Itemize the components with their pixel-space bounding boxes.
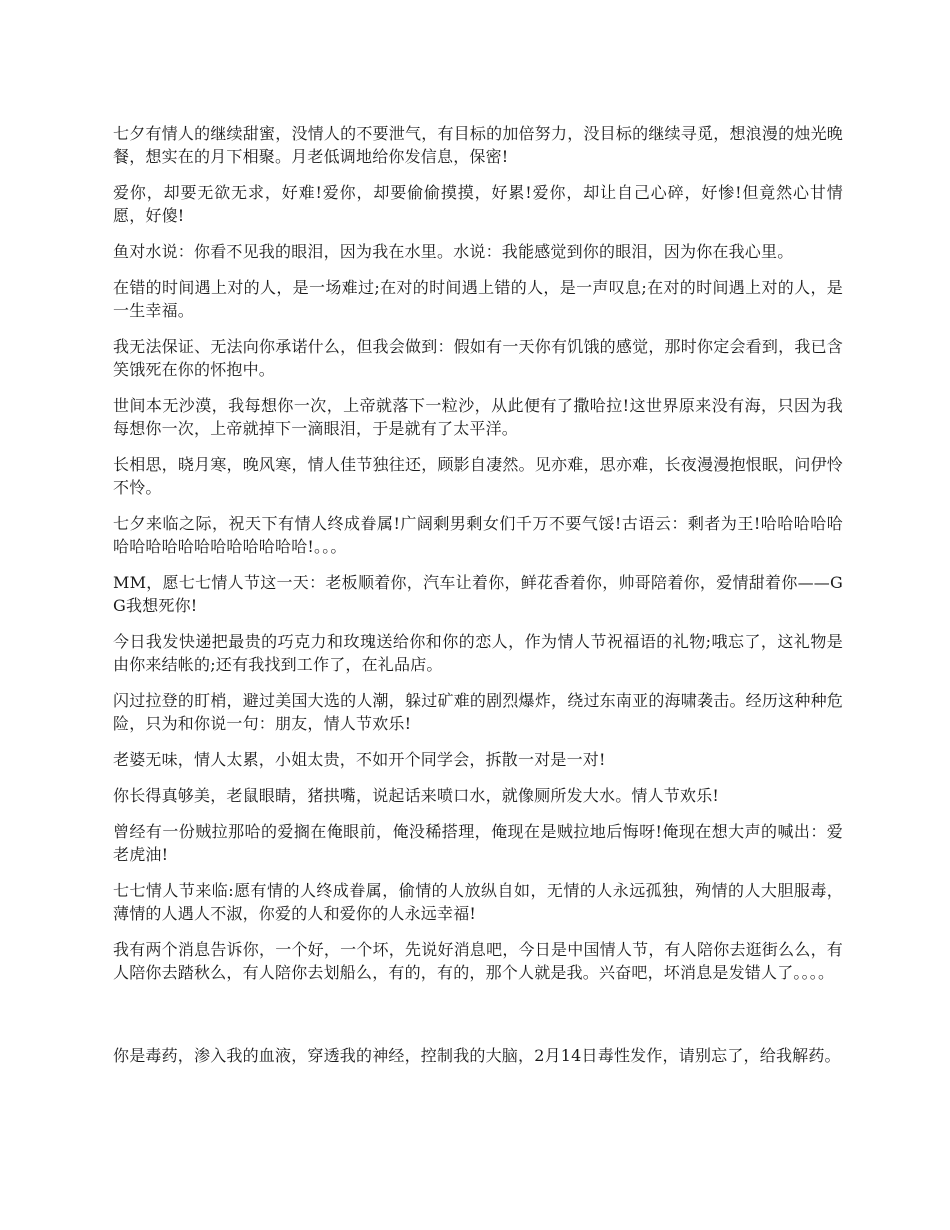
paragraph-15: 七七情人节来临:愿有情的人终成眷属，偷情的人放纵自如，无情的人永远孤独，殉情的人大胆服毒，薄情的人遇人不淑，你爱的人和爱你的人永远幸福! (113, 881, 843, 923)
paragraph-1: 七夕有情人的继续甜蜜，没情人的不要泄气，有目标的加倍努力，没目标的继续寻觅，想浪漫的烛光晚餐，想实在的月下相聚。月老低调地给你发信息，保密! (113, 124, 843, 166)
paragraph-16: 我有两个消息告诉你，一个好，一个坏，先说好消息吧，今日是中国情人节，有人陪你去逛街么么，有人陪你去踏秋么，有人陪你去划船么，有的，有的，那个人就是我。兴奋吧，坏消息是发错人了。。。。 (113, 940, 843, 982)
document-body (113, 122, 843, 1080)
paragraph-9: MM，愿七七情人节这一天：老板顺着你，汽车让着你，鲜花香着你，帅哥陪着你，爱情甜着你——GG我想死你! (113, 573, 843, 615)
paragraph-6: 世间本无沙漠，我每想你一次，上帝就落下一粒沙，从此便有了撒哈拉!这世界原来没有海，只因为我每想你一次，上帝就掉下一滴眼泪，于是就有了太平洋。 (113, 396, 843, 438)
paragraph-17: 你是毒药，渗入我的血液，穿透我的神经，控制我的大脑，2月14日毒性发作，请别忘了，给我解药。 (113, 1046, 841, 1065)
paragraph-3: 鱼对水说：你看不见我的眼泪，因为我在水里。水说：我能感觉到你的眼泪，因为你在我心里。 (113, 242, 794, 261)
paragraph-11: 闪过拉登的盯梢，避过美国大选的人潮，躲过矿难的剧烈爆炸，绕过东南亚的海啸袭击。经历这种种危险，只为和你说一句：朋友，情人节欢乐! (113, 691, 843, 733)
paragraph-10: 今日我发快递把最贵的巧克力和玫瑰送给你和你的恋人，作为情人节祝福语的礼物;哦忘了，这礼物是由你来结帐的;还有我找到工作了，在礼品店。 (113, 632, 843, 674)
paragraph-13: 你长得真够美，老鼠眼睛，猪拱嘴，说起话来喷口水，就像厕所发大水。情人节欢乐! (113, 786, 720, 805)
paragraph-14: 曾经有一份贼拉那哈的爱搁在俺眼前，俺没稀搭理，俺现在是贼拉地后悔呀!俺现在想大声的喊出：爱老虎油! (113, 822, 843, 864)
paragraph-2: 爱你，却要无欲无求，好难!爱你，却要偷偷摸摸，好累!爱你，却让自己心碎，好惨!但竟然心甘情愿，好傻! (113, 183, 843, 225)
paragraph-5: 我无法保证、无法向你承诺什么，但我会做到：假如有一天你有饥饿的感觉，那时你定会看到，我已含笑饿死在你的怀抱中。 (113, 337, 843, 379)
paragraph-12: 老婆无味，情人太累，小姐太贵，不如开个同学会，拆散一对是一对! (113, 750, 606, 769)
paragraph-4: 在错的时间遇上对的人，是一场难过;在对的时间遇上错的人，是一声叹息;在对的时间遇上对的人，是一生幸福。 (113, 278, 843, 320)
paragraph-7: 长相思，晓月寒，晚风寒，情人佳节独往还，顾影自凄然。见亦难，思亦难，长夜漫漫抱恨眠，问伊怜不怜。 (113, 455, 843, 497)
paragraph-8: 七夕来临之际，祝天下有情人终成眷属!广阔剩男剩女们千万不要气馁!古语云：剩者为王!哈哈哈哈哈哈哈哈哈哈哈哈哈哈哈哈哈!。。。 (113, 514, 843, 556)
